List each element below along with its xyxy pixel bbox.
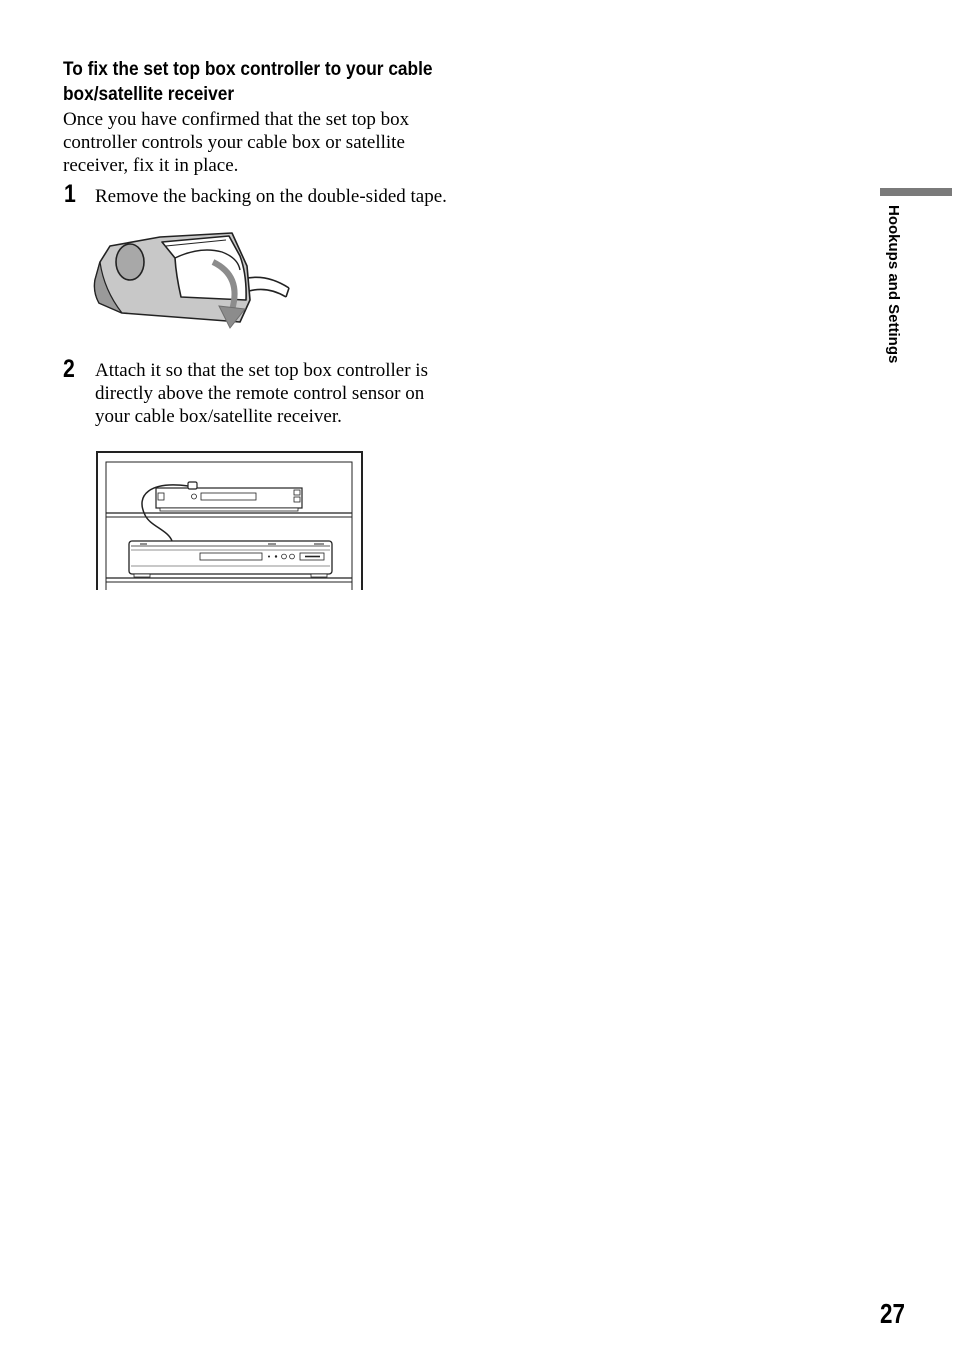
step-1-number: 1 [64,180,76,208]
controller-cable [243,277,289,288]
controller-cable-end [286,288,289,297]
section-tab-label: Hookups and Settings [885,205,902,364]
section-heading-line: box/satellite receiver [63,84,235,105]
step-1-line: Remove the backing on the double-sided tape. [95,186,447,207]
section-heading [63,57,433,107]
placement-illustration [95,450,365,590]
step-2-line: your cable box/satellite receiver. [95,406,342,427]
step-2-text [95,359,428,428]
tape-removal-illustration [90,228,295,333]
page-number: 27 [880,1298,905,1329]
step-2-line: directly above the remote control sensor on [95,383,425,404]
step-2-line: Attach it so that the set top box controller is [95,360,428,381]
step-2-number: 2 [63,355,75,383]
intro-paragraph [63,108,409,177]
intro-line: controller controls your cable box or satellite [63,132,405,153]
recorder-unit [129,541,332,577]
step-1-text [95,185,447,208]
intro-line: Once you have confirmed that the set top box [63,109,410,130]
section-heading-line: To fix the set top box controller to your cable [63,59,433,80]
intro-line: receiver, fix it in place. [63,155,239,176]
section-tab-bar [880,188,952,196]
cable-box [156,488,302,511]
controller-cable-edge [249,289,286,297]
controller-lens [116,244,144,280]
set-top-box-controller [188,482,197,489]
